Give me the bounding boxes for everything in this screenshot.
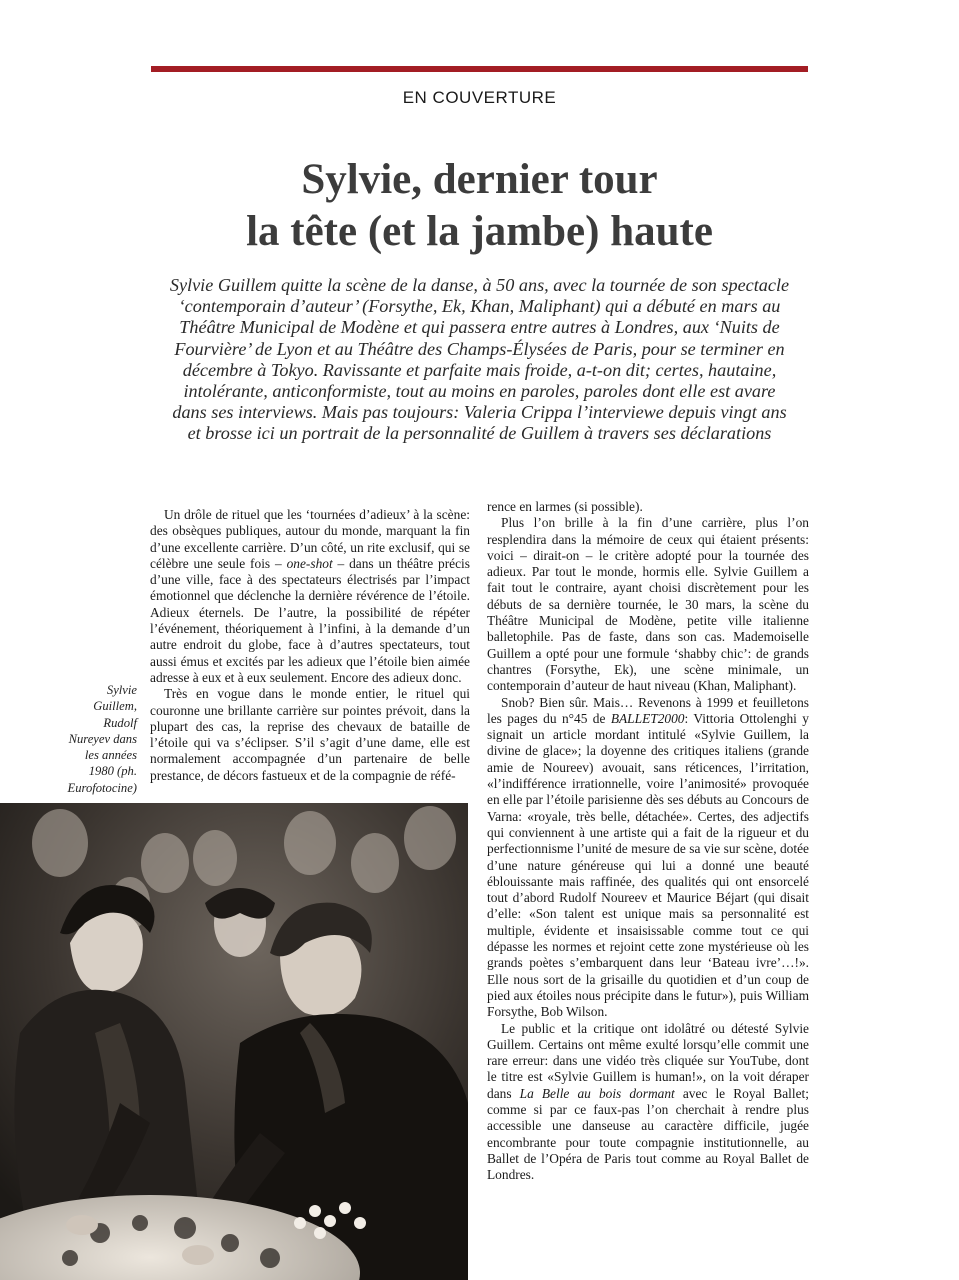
body-column-right [487, 499, 809, 1183]
caption-line: Eurofotocine) [67, 780, 137, 795]
body-paragraph [487, 1021, 809, 1184]
standfirst-line: Sylvie Guillem quitte la scène de la danse, à 50 ans, avec la tournée de son spectacle [169, 275, 790, 295]
standfirst-line: intolérante, anticonformiste, tout au moins en paroles, paroles dont elle est avare [183, 381, 776, 402]
body-column-left [150, 507, 470, 784]
body-paragraph [487, 695, 809, 1021]
emphasis: BALLET2000 [610, 710, 685, 726]
caption-line: 1980 (ph. [88, 764, 137, 779]
standfirst-line: Fourvière’ de Lyon et au Théâtre des Champs-Élysées de Paris, pour se terminer en [174, 338, 785, 359]
body-paragraph: Très en vogue dans le monde entier, le rituel qui couronne une brillante carrière sur pointes prévoit, dans la plupart des cas, la reprise des chevaux de bataille de l’étoile qui va s’éclipser. S’il s’agit d’une dame, elle est normalement accompagnée d’un partenaire de belle prestance, de décors fastueux et de la compagnie de réfé- [150, 686, 470, 783]
standfirst-line: et brosse ici un portrait de la personnalité de Guillem à travers ses déclarations [187, 423, 772, 444]
text-run: : Vittoria Ottolenghi y signait un article mordant intitulé «Sylvie Guillem, la divine de glace»; la doyenne des critiques italiens (grande amie de Noureev) avouait, sans réticences, l’irritation, «l’indifférence irrationnelle, voire l’animosité» provoquée en elle par l’étoile parisienne dès ses débuts au Concours de Varna: «royale, très belle, détachée». Certes, des adjectifs qui conviennent à une artiste qui a fait de la rigueur et du perfectionnisme l’unité de mesure de sa vie sur scène, dotée d’une nature généreuse qui lui a donné une beauté éblouissante mais raffinée, des qualités qui ont ensorcelé tout d’abord Rudolf Noureev et Maurice Béjart (qui disait d’elle: «Son talent est unique mais sa personnalité est multiple, évidente et insaisissable comme tout ce qui dépasse les normes et rejoint cette zone mystérieuse où les grands poètes s’embarquent dans leur ‘Bateau ivre’…!». Elle nous sort de la grisaille du quotidien et d’un coup de pied aux étoiles nous précipite dans le futur»), puis William Forsythe, Bob Wilson. [487, 710, 809, 1020]
photo-caption [50, 682, 137, 796]
standfirst-line: décembre à Tokyo. Ravissante et parfaite mais froide, a-t-on dit; certes, hautaine, [182, 359, 777, 380]
text-run: Le public et la critique ont idolâtré ou détesté Sylvie Guillem. Certains ont même exulté lorsqu’elle commit une rare erreur: dans une vidéo très cliquée sur YouTube, dont le titre est «Sylvie Guillem is human!», on la voit déraper dans [487, 1020, 809, 1101]
text-run: – dans un théâtre précis d’une ville, face à des spectateurs électrisés par l’impact émotionnel que déclenche la dernière révérence de l’étoile. Adieux éternels. De l’autre, la possibilité de répéter l’événement, théoriquement à l’infini, à la demande d’un autre endroit du globe, face à d’autres spectateurs, tout aussi émus et excités par les adieux que l’étoile bien aimée adresse à eux et à eux seulement. Encore des adieux donc. [150, 555, 470, 685]
article-title [100, 154, 859, 258]
caption-line: Sylvie [106, 683, 137, 697]
standfirst-line: Théâtre Municipal de Modène et qui passera entre autres à Londres, aux ‘Nuits de [179, 317, 780, 338]
body-paragraph: rence en larmes (si possible). [487, 499, 643, 514]
text-run: Un drôle de rituel que les ‘tournées d’adieux’ à la scène: des obsèques publiques, autour du monde, marquant la fin d’une excellente carrière. D’un côté, un rite exclusif, qui se célèbre une seule fois – [150, 507, 470, 571]
caption-line: les années [84, 748, 137, 763]
title-line: la tête (et la jambe) haute [246, 208, 713, 255]
text-run: avec le Royal Ballet; comme si par ce faux-pas l’on cherchait à rendre plus accessible une danseuse au caractère difficile, jugée encombrante pour toute compagnie institutionnelle, au Ballet de l’Opéra de Paris tout comme au Royal Ballet de Londres. [487, 1085, 809, 1183]
body-paragraph [150, 507, 470, 686]
standfirst-line: dans ses interviews. Mais pas toujours: Valeria Crippa l’interviewe depuis vingt ans [172, 402, 787, 423]
emphasis: one-shot [286, 555, 333, 571]
section-label: EN COUVERTURE [402, 88, 557, 107]
caption-line: Rudolf [103, 715, 137, 730]
caption-line: Nureyev dans [68, 731, 137, 746]
emphasis: La Belle au bois dormant [519, 1085, 675, 1101]
standfirst-line: ‘contemporain d’auteur’ (Forsythe, Ek, Khan, Maliphant) qui a débuté en mars au [178, 296, 781, 317]
title-line: Sylvie, dernier tour [301, 156, 658, 203]
text-run: Snob? Bien sûr. Mais… Revenons à 1999 et feuilletons les pages du n°45 de [487, 694, 809, 726]
photo-illustration [0, 803, 468, 1280]
standfirst [140, 275, 819, 445]
article-photo [0, 803, 468, 1280]
section-rule [151, 66, 808, 72]
caption-line: Guillem, [93, 699, 137, 714]
body-paragraph: Plus l’on brille à la fin d’une carrière, plus l’on resplendira dans la mémoire de ceux qui étaient présents: voici – dirait-on – le critère adopté pour la tournée des adieux. Par tout le monde, hormis elle. Sylvie Guillem a fait tout le contraire, ayant choisi discrètement pour les débuts de sa dernière tournée, le 30 mars, la scène du Théâtre Municipal de Modène, petite ville italienne balletophile. Pas de faste, dans son cas. Mademoiselle Guillem a opté pour une formule ‘shabby chic’: de grands chantres (Forsythe, Ek), une scène minimale, un contemporain d’auteur de haut niveau (Khan, Maliphant). [487, 515, 809, 694]
